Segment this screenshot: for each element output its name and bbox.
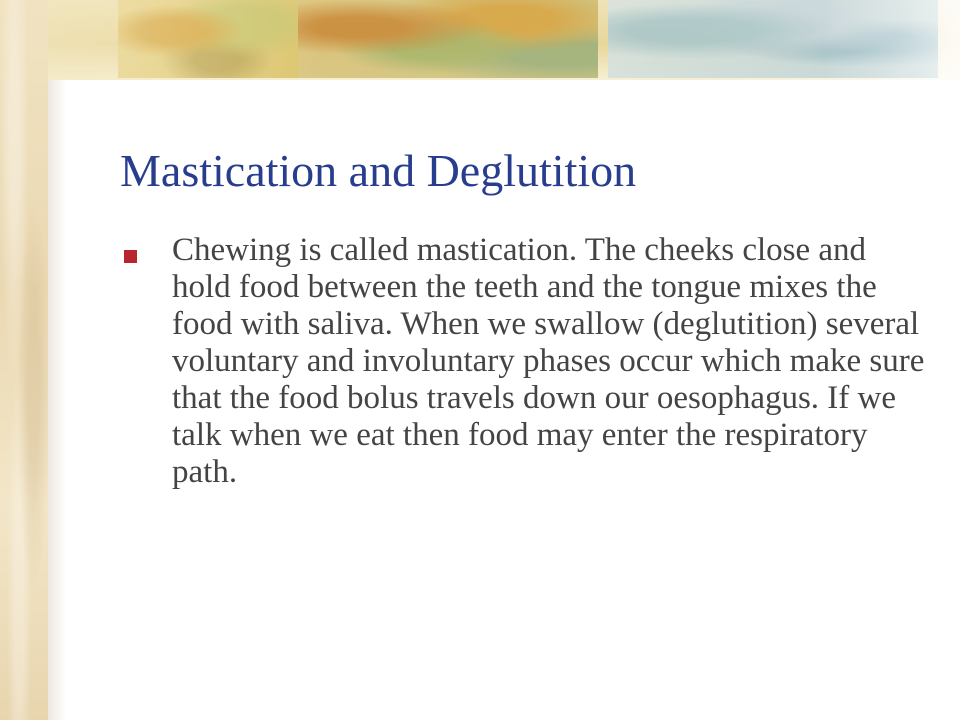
slide-title: Mastication and Deglutition [120, 145, 637, 196]
decorative-header-band [48, 0, 960, 80]
list-item [124, 232, 924, 491]
header-fade [48, 0, 960, 80]
bullet-list [124, 232, 924, 491]
parchment-strip [0, 0, 48, 720]
slide-body [48, 80, 960, 720]
bullet-text: Chewing is called mastication. The cheeks close and hold food between the teeth and the tongue mixes the food with saliva. When we swallow (deglutition) several voluntary and involuntary phases occur which make sure that the food bolus travels down our oesophagus. If we talk when we eat then food may enter the respiratory path. [172, 232, 925, 490]
square-bullet-icon [124, 250, 137, 263]
